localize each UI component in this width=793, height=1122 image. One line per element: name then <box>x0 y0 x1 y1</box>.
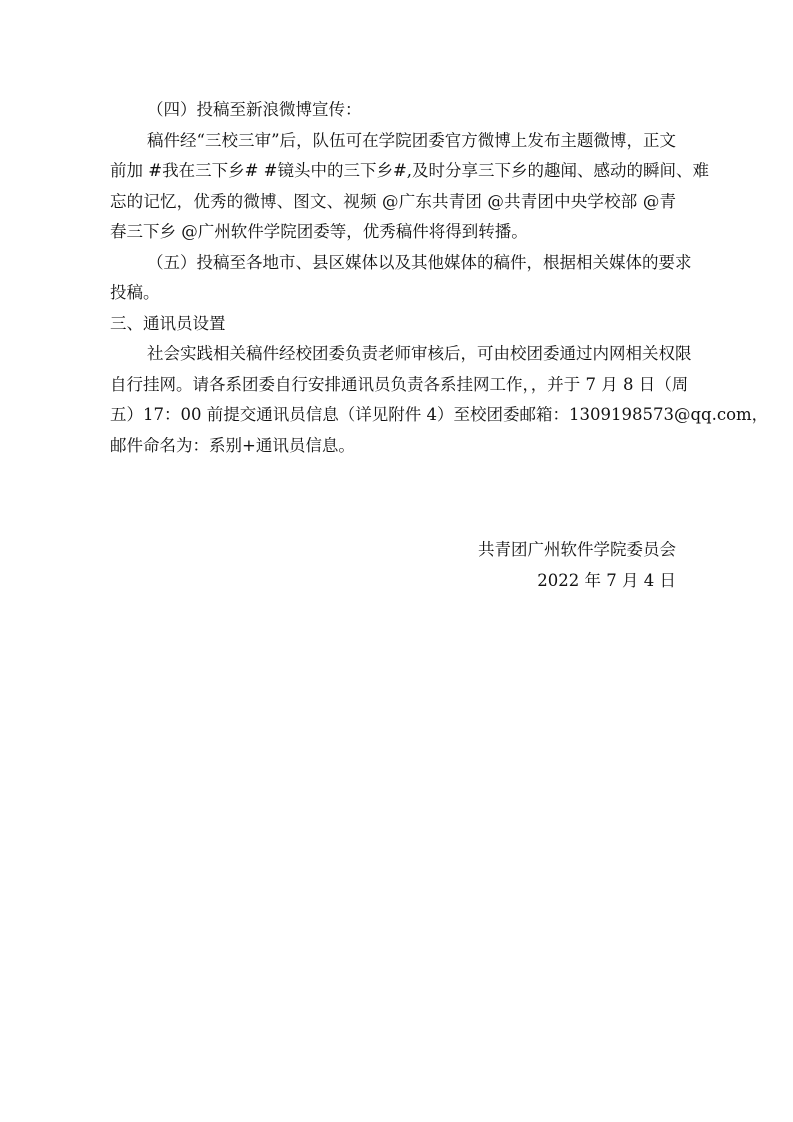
section-4-paragraph-line-4: 春三下乡 @广州软件学院团委等，优秀稿件将得到转播。 <box>110 222 528 241</box>
section-4-paragraph-line-1: 稿件经“三校三审”后，队伍可在学院团委官方微博上发布主题微博，正文 <box>147 130 676 150</box>
signature-date: 2022 年 7 月 4 日 <box>537 571 676 590</box>
section-3-paragraph-line-4: 邮件命名为：系别+通讯员信息。 <box>110 435 355 455</box>
section-3-paragraph-line-3: 五）17：00 前提交通讯员信息（详见附件 4）至校团委邮箱：1309198573@qq.com， <box>110 405 769 424</box>
section-4-heading: （四）投稿至新浪微博宣传： <box>147 100 362 119</box>
section-3-paragraph-line-2: 自行挂网。请各系团委自行安排通讯员负责各系挂网工作，，并于 7 月 8 日（周 <box>110 374 689 394</box>
signature-organization: 共青团广州软件学院委员会 <box>478 540 676 559</box>
section-4-paragraph-line-3: 忘的记忆，优秀的微博、图文、视频 @广东共青团 @共青团中央学校部 @青 <box>110 191 676 211</box>
section-3-heading: 三、通讯员设置 <box>110 313 226 333</box>
section-4-paragraph-line-2: 前加 #我在三下乡# #镜头中的三下乡#,及时分享三下乡的趣闻、感动的瞬间、难 <box>110 161 710 180</box>
document-body <box>110 95 769 461</box>
section-3-paragraph-line-1: 社会实践相关稿件经校团委负责老师审核后，可由校团委通过内网相关权限 <box>147 344 692 363</box>
section-5-line-2: 投稿。 <box>110 283 160 302</box>
section-5-line-1: （五）投稿至各地市、县区媒体以及其他媒体的稿件，根据相关媒体的要求 <box>147 252 692 272</box>
